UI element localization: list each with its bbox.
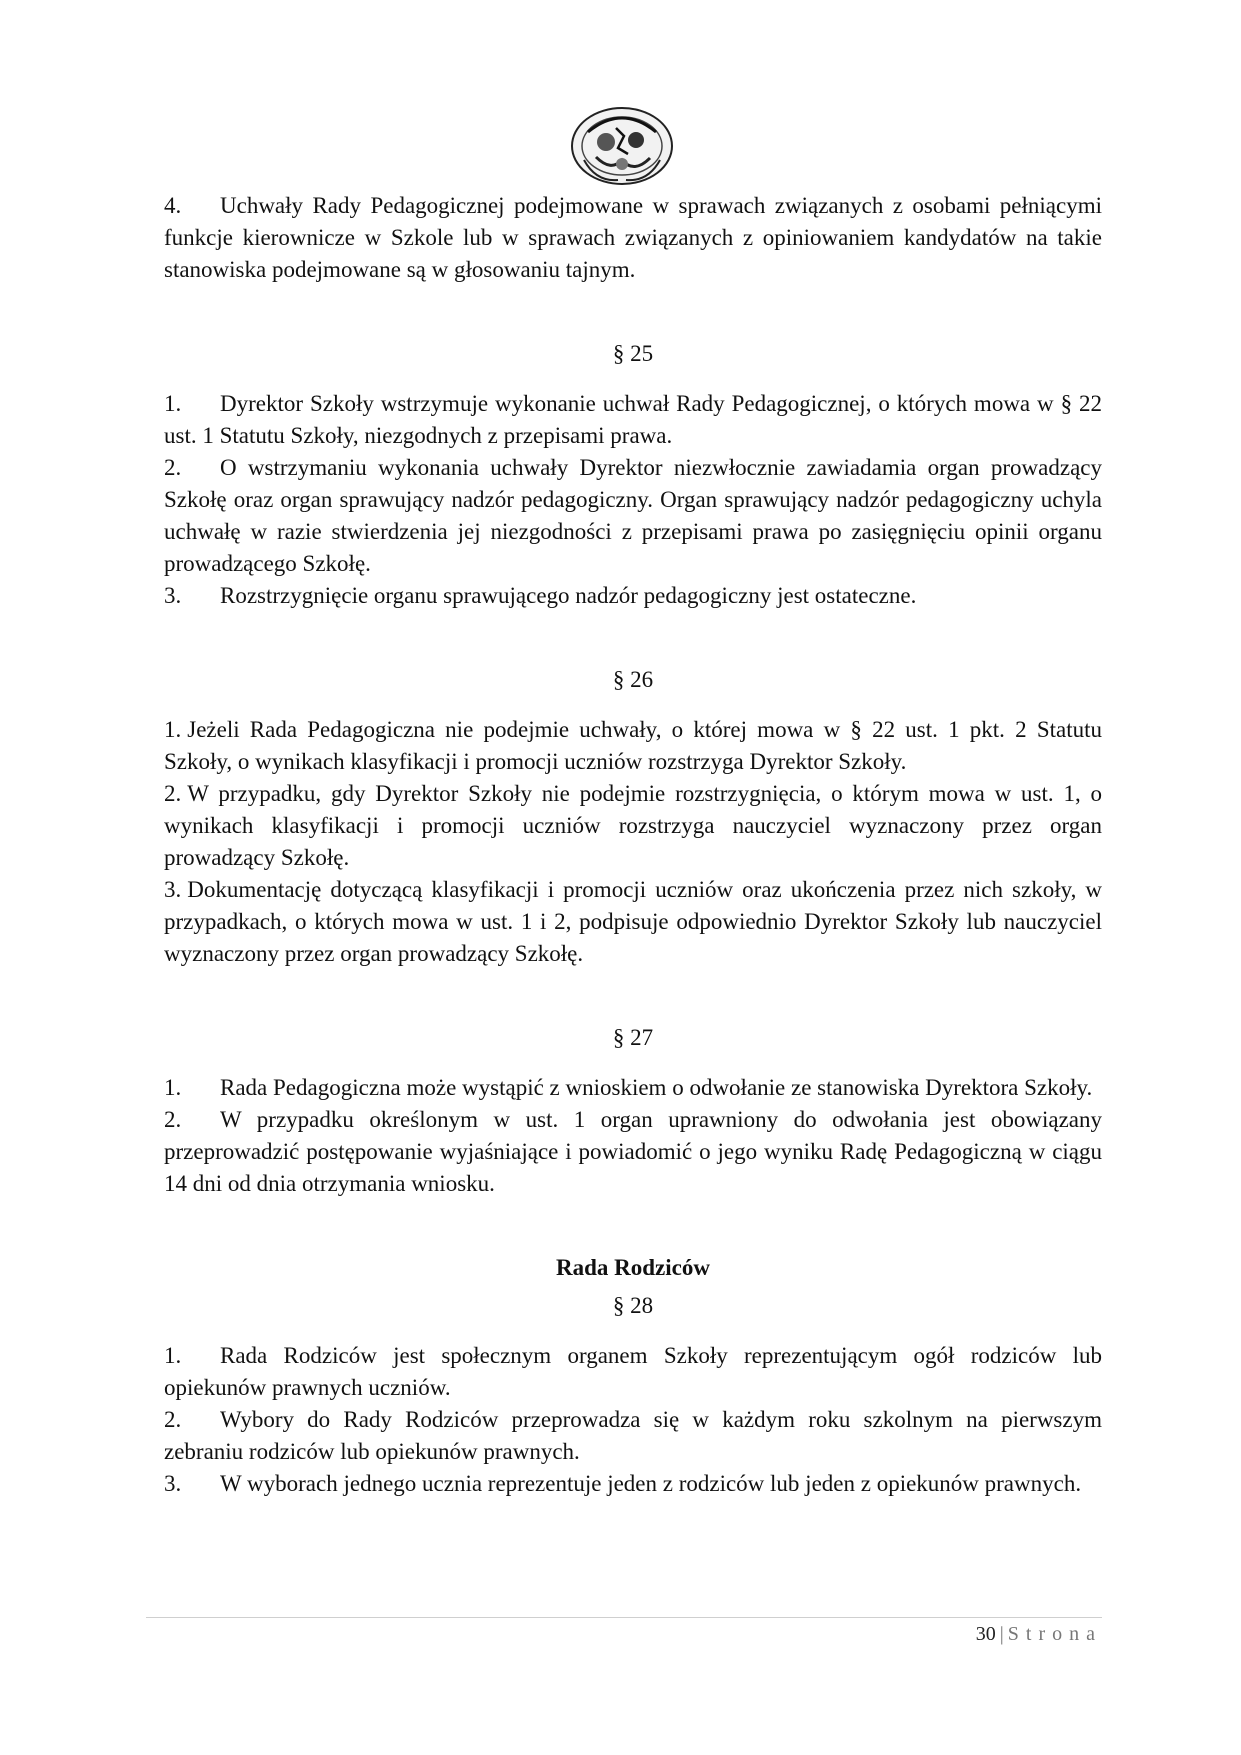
section-27-symbol: § 27 [612, 1025, 654, 1050]
document-body [164, 190, 1102, 1500]
rada-rodzicow-heading: Rada Rodziców [556, 1255, 710, 1280]
section-28-item-2: 2. Wybory do Rady Rodziców przeprowadza się w każdym roku szkolnym na pierwszym zebraniu rodziców lub opiekunów prawnych. [164, 1407, 1102, 1464]
footer-word: Strona [1007, 1623, 1102, 1645]
page-footer [976, 1623, 1102, 1646]
section-26-item-2: 2. W przypadku, gdy Dyrektor Szkoły nie podejmie rozstrzygnięcia, o którym mowa w ust. 1, o wynikach klasyfikacji i promocji uczniów rozstrzyga nauczyciel wyznaczony przez organ prowadzący Szkołę. [164, 781, 1102, 870]
section-27-item-2: 2. W przypadku określonym w ust. 1 organ uprawniony do odwołania jest obowiązany przeprowadzić postępowanie wyjaśniające i powiadomić o jego wyniku Radę Pedagogiczną w ciągu 14 dni od dnia otrzymania wniosku. [164, 1107, 1102, 1196]
section-26-symbol: § 26 [612, 667, 654, 692]
section-25-item-1: 1. Dyrektor Szkoły wstrzymuje wykonanie uchwał Rady Pedagogicznej, o których mowa w § 22 ust. 1 Statutu Szkoły, niezgodnych z przepisami prawa. [164, 391, 1102, 448]
section-28-item-3: 3. W wyborach jednego ucznia reprezentuje jeden z rodziców lub jeden z opiekunów prawnych. [164, 1471, 1082, 1496]
footer-separator: | [999, 1623, 1004, 1645]
section-25-item-2: 2. O wstrzymaniu wykonania uchwały Dyrektor niezwłocznie zawiadamia organ prowadzący Szkołę oraz organ sprawujący nadzór pedagogiczny. Organ sprawujący nadzór pedagogiczny uchyla uchwałę w razie stwierdzenia jej niezgodności z przepisami prawa po zasięgnięciu opinii organu prowadzącego Szkołę. [164, 455, 1102, 576]
section-25-symbol: § 25 [612, 341, 654, 366]
section-27-item-1: 1. Rada Pedagogiczna może wystąpić z wnioskiem o odwołanie ze stanowiska Dyrektora Szkoły. [164, 1075, 1093, 1100]
section-25-item-3: 3. Rozstrzygnięcie organu sprawującego nadzór pedagogiczny jest ostateczne. [164, 583, 917, 608]
footer-divider [146, 1617, 1102, 1618]
section-28-symbol: § 28 [612, 1293, 654, 1318]
school-emblem-logo [566, 102, 678, 188]
page-number: 30 [975, 1623, 996, 1645]
section-28-item-1: 1. Rada Rodziców jest społecznym organem Szkoły reprezentującym ogół rodziców lub opiekunów prawnych uczniów. [164, 1343, 1102, 1400]
section-26-item-3: 3. Dokumentację dotyczącą klasyfikacji i promocji uczniów oraz ukończenia przez nich szkoły, w przypadkach, o których mowa w ust. 1 i 2, podpisuje odpowiednio Dyrektor Szkoły lub nauczyciel wyznaczony przez organ prowadzący Szkołę. [164, 877, 1102, 966]
paragraph-24-4: 4. Uchwały Rady Pedagogicznej podejmowane w sprawach związanych z osobami pełniącymi funkcje kierownicze w Szkole lub w sprawach związanych z opiniowaniem kandydatów na takie stanowiska podejmowane są w głosowaniu tajnym. [164, 193, 1102, 282]
section-26-item-1: 1. Jeżeli Rada Pedagogiczna nie podejmie uchwały, o której mowa w § 22 ust. 1 pkt. 2 Statutu Szkoły, o wynikach klasyfikacji i promocji uczniów rozstrzyga Dyrektor Szkoły. [164, 717, 1102, 774]
